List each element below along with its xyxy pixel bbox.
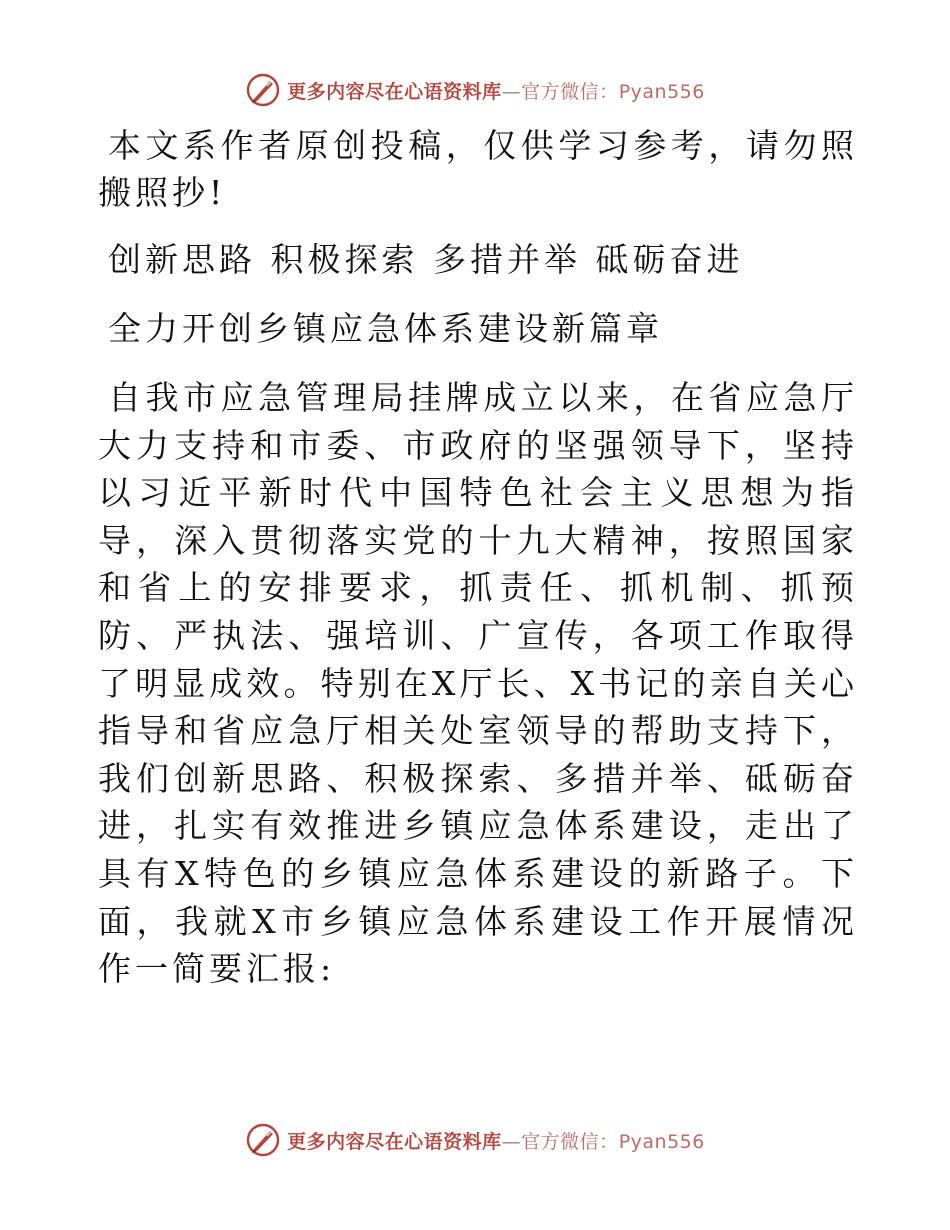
banner-brand: 更多内容尽在心语资料库 (287, 1130, 502, 1153)
banner-brand: 更多内容尽在心语资料库 (287, 80, 502, 103)
banner-wechat-label: 官方微信： (521, 1130, 619, 1153)
banner-separator: — (501, 1130, 522, 1153)
banner-separator: — (501, 80, 522, 103)
banner-text (287, 77, 705, 104)
banner-wechat-label: 官方微信： (521, 80, 619, 103)
copyright-notice: 本文系作者原创投稿，仅供学习参考，请勿照搬照抄! (98, 126, 858, 212)
footer-watermark-banner (0, 1120, 950, 1160)
document-title-line-2: 全力开创乡镇应急体系建设新篇章 (108, 309, 663, 348)
body-paragraph: 自我市应急管理局挂牌成立以来，在省应急厅大力支持和市委、市政府的坚强领导下，坚持以习近平新时代中国特色社会主义思想为指导，深入贯彻落实党的十九大精神，按照国家和省上的安排要求，抓责任、抓机制、抓预防、严执法、强培训、广宣传，各项工作取得了明显成效。特别在X厅长、X书记的亲自关心指导和省应急厅相关处室领导的帮助支持下，我们创新思路、积极探索、多措并举、砥砺奋进，扎实有效推进乡镇应急体系建设，走出了具有X特色的乡镇应急体系建设的新路子。下面，我就X市乡镇应急体系建设工作开展情况作一简要汇报: (98, 378, 858, 989)
banner-text (287, 1127, 705, 1154)
banner-inner (245, 72, 705, 108)
quill-pen-logo-icon (245, 72, 281, 108)
banner-wechat-id: Pyan556 (618, 80, 705, 103)
document-title-line-1: 创新思路 积极探索 多措并举 砥砺奋进 (108, 240, 744, 279)
header-watermark-banner (0, 70, 950, 110)
banner-inner (245, 1122, 705, 1158)
banner-wechat-id: Pyan556 (618, 1130, 705, 1153)
quill-pen-logo-icon (245, 1122, 281, 1158)
document-content (98, 122, 858, 993)
